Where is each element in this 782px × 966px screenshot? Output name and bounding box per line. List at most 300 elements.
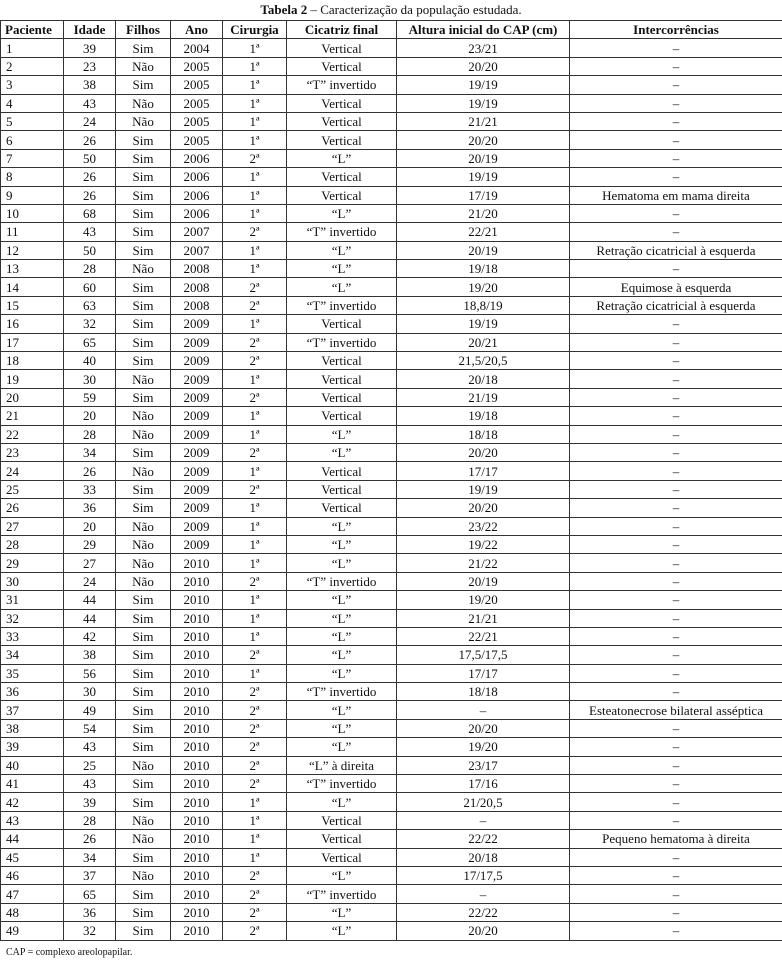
cell-altura-inicial: 19/22 bbox=[397, 535, 570, 553]
cell-cicatriz-final: “T” invertido bbox=[287, 76, 397, 94]
cell-paciente: 14 bbox=[1, 278, 64, 296]
cell-cicatriz-final: “L” bbox=[287, 701, 397, 719]
cell-intercorrencias: – bbox=[570, 811, 782, 829]
cell-intercorrencias: Retração cicatricial à esquerda bbox=[570, 296, 782, 314]
cell-paciente: 17 bbox=[1, 333, 64, 351]
cell-cicatriz-final: “L” bbox=[287, 425, 397, 443]
cell-cicatriz-final: Vertical bbox=[287, 388, 397, 406]
cell-paciente: 20 bbox=[1, 388, 64, 406]
cell-altura-inicial: 22/22 bbox=[397, 830, 570, 848]
cell-cicatriz-final: Vertical bbox=[287, 480, 397, 498]
cell-ano: 2010 bbox=[171, 848, 223, 866]
cell-intercorrencias: Pequeno hematoma à direita bbox=[570, 830, 782, 848]
cell-altura-inicial: 21/20 bbox=[397, 204, 570, 222]
cell-ano: 2010 bbox=[171, 756, 223, 774]
cell-ano: 2010 bbox=[171, 664, 223, 682]
cell-filhos: Sim bbox=[116, 922, 171, 940]
cell-paciente: 30 bbox=[1, 572, 64, 590]
cell-idade: 68 bbox=[64, 204, 116, 222]
cell-cirurgia: 2ª bbox=[223, 922, 287, 940]
cell-ano: 2006 bbox=[171, 149, 223, 167]
cell-idade: 28 bbox=[64, 425, 116, 443]
patient-table bbox=[0, 20, 782, 941]
cell-cirurgia: 1ª bbox=[223, 94, 287, 112]
cell-intercorrencias: – bbox=[570, 480, 782, 498]
cell-cirurgia: 1ª bbox=[223, 112, 287, 130]
cell-idade: 20 bbox=[64, 517, 116, 535]
table-row bbox=[1, 535, 782, 553]
cell-filhos: Sim bbox=[116, 627, 171, 645]
table-row bbox=[1, 627, 782, 645]
cell-ano: 2010 bbox=[171, 719, 223, 737]
cell-cirurgia: 2ª bbox=[223, 646, 287, 664]
cell-idade: 60 bbox=[64, 278, 116, 296]
cell-cicatriz-final: “L” bbox=[287, 922, 397, 940]
cell-cirurgia: 1ª bbox=[223, 848, 287, 866]
cell-altura-inicial: 21/21 bbox=[397, 609, 570, 627]
cell-intercorrencias: Equimose à esquerda bbox=[570, 278, 782, 296]
cell-paciente: 28 bbox=[1, 535, 64, 553]
column-header-filhos: Filhos bbox=[116, 21, 171, 39]
cell-altura-inicial: 21/22 bbox=[397, 554, 570, 572]
cell-idade: 42 bbox=[64, 627, 116, 645]
table-row bbox=[1, 462, 782, 480]
cell-paciente: 9 bbox=[1, 186, 64, 204]
cell-cicatriz-final: “L” bbox=[287, 278, 397, 296]
cell-altura-inicial: 17/17,5 bbox=[397, 866, 570, 884]
cell-filhos: Sim bbox=[116, 352, 171, 370]
table-row bbox=[1, 756, 782, 774]
cell-intercorrencias: – bbox=[570, 425, 782, 443]
table-row bbox=[1, 480, 782, 498]
cell-cicatriz-final: “L” bbox=[287, 554, 397, 572]
table-row bbox=[1, 278, 782, 296]
cell-ano: 2005 bbox=[171, 76, 223, 94]
cell-cirurgia: 2ª bbox=[223, 388, 287, 406]
cell-filhos: Sim bbox=[116, 149, 171, 167]
cell-filhos: Não bbox=[116, 517, 171, 535]
table-row bbox=[1, 260, 782, 278]
column-header-paciente: Paciente bbox=[1, 21, 64, 39]
cell-cirurgia: 2ª bbox=[223, 756, 287, 774]
cell-altura-inicial: 21/20,5 bbox=[397, 793, 570, 811]
cell-altura-inicial: 20/20 bbox=[397, 499, 570, 517]
cell-intercorrencias: – bbox=[570, 407, 782, 425]
cell-idade: 65 bbox=[64, 333, 116, 351]
cell-cirurgia: 1ª bbox=[223, 57, 287, 75]
cell-intercorrencias: – bbox=[570, 149, 782, 167]
cell-intercorrencias: – bbox=[570, 627, 782, 645]
cell-altura-inicial: 21/21 bbox=[397, 112, 570, 130]
cell-paciente: 23 bbox=[1, 443, 64, 461]
cell-idade: 59 bbox=[64, 388, 116, 406]
cell-intercorrencias: – bbox=[570, 333, 782, 351]
cell-paciente: 13 bbox=[1, 260, 64, 278]
table-row bbox=[1, 866, 782, 884]
cell-cirurgia: 1ª bbox=[223, 554, 287, 572]
table-row bbox=[1, 112, 782, 130]
cell-filhos: Não bbox=[116, 811, 171, 829]
table-row bbox=[1, 94, 782, 112]
table-row bbox=[1, 407, 782, 425]
cell-idade: 32 bbox=[64, 922, 116, 940]
table-header-row bbox=[1, 21, 782, 39]
cell-cicatriz-final: “L” bbox=[287, 609, 397, 627]
cell-idade: 26 bbox=[64, 830, 116, 848]
cell-cirurgia: 1ª bbox=[223, 811, 287, 829]
cell-cicatriz-final: “L” bbox=[287, 591, 397, 609]
cell-idade: 24 bbox=[64, 572, 116, 590]
cell-altura-inicial: 19/19 bbox=[397, 168, 570, 186]
table-row bbox=[1, 517, 782, 535]
cell-ano: 2005 bbox=[171, 131, 223, 149]
table-row bbox=[1, 352, 782, 370]
table-row bbox=[1, 388, 782, 406]
cell-cirurgia: 2ª bbox=[223, 278, 287, 296]
cell-altura-inicial: 18/18 bbox=[397, 425, 570, 443]
table-footnote: CAP = complexo areolopapilar. bbox=[6, 947, 133, 958]
cell-idade: 26 bbox=[64, 131, 116, 149]
table-row bbox=[1, 204, 782, 222]
table-row bbox=[1, 554, 782, 572]
cell-ano: 2009 bbox=[171, 462, 223, 480]
cell-cicatriz-final: “L” bbox=[287, 738, 397, 756]
cell-filhos: Sim bbox=[116, 131, 171, 149]
cell-intercorrencias: – bbox=[570, 443, 782, 461]
cell-paciente: 33 bbox=[1, 627, 64, 645]
cell-intercorrencias: – bbox=[570, 39, 782, 57]
cell-paciente: 6 bbox=[1, 131, 64, 149]
cell-intercorrencias: – bbox=[570, 168, 782, 186]
cell-cicatriz-final: “T” invertido bbox=[287, 775, 397, 793]
cell-paciente: 48 bbox=[1, 903, 64, 921]
cell-intercorrencias: – bbox=[570, 112, 782, 130]
cell-cicatriz-final: Vertical bbox=[287, 811, 397, 829]
cell-idade: 26 bbox=[64, 168, 116, 186]
cell-ano: 2009 bbox=[171, 535, 223, 553]
cell-cirurgia: 2ª bbox=[223, 572, 287, 590]
cell-filhos: Sim bbox=[116, 903, 171, 921]
cell-ano: 2010 bbox=[171, 922, 223, 940]
cell-ano: 2005 bbox=[171, 94, 223, 112]
cell-idade: 34 bbox=[64, 443, 116, 461]
cell-altura-inicial: 20/20 bbox=[397, 922, 570, 940]
cell-cirurgia: 1ª bbox=[223, 499, 287, 517]
cell-ano: 2009 bbox=[171, 352, 223, 370]
cell-cicatriz-final: “L” bbox=[287, 719, 397, 737]
cell-idade: 26 bbox=[64, 462, 116, 480]
cell-cicatriz-final: Vertical bbox=[287, 168, 397, 186]
cell-cirurgia: 1ª bbox=[223, 664, 287, 682]
cell-altura-inicial: 20/19 bbox=[397, 241, 570, 259]
cell-idade: 38 bbox=[64, 646, 116, 664]
cell-filhos: Sim bbox=[116, 775, 171, 793]
cell-ano: 2010 bbox=[171, 591, 223, 609]
cell-ano: 2010 bbox=[171, 627, 223, 645]
cell-cicatriz-final: “L” bbox=[287, 866, 397, 884]
cell-idade: 54 bbox=[64, 719, 116, 737]
cell-cirurgia: 1ª bbox=[223, 39, 287, 57]
cell-intercorrencias: – bbox=[570, 848, 782, 866]
cell-cicatriz-final: “L” bbox=[287, 517, 397, 535]
table-row bbox=[1, 499, 782, 517]
cell-cirurgia: 2ª bbox=[223, 866, 287, 884]
cell-cirurgia: 1ª bbox=[223, 370, 287, 388]
cell-paciente: 47 bbox=[1, 885, 64, 903]
table-row bbox=[1, 664, 782, 682]
cell-ano: 2010 bbox=[171, 811, 223, 829]
cell-filhos: Sim bbox=[116, 683, 171, 701]
table-row bbox=[1, 315, 782, 333]
cell-cirurgia: 1ª bbox=[223, 186, 287, 204]
cell-filhos: Sim bbox=[116, 480, 171, 498]
cell-idade: 43 bbox=[64, 738, 116, 756]
cell-ano: 2006 bbox=[171, 168, 223, 186]
cell-filhos: Sim bbox=[116, 443, 171, 461]
cell-ano: 2010 bbox=[171, 609, 223, 627]
cell-altura-inicial: 17/17 bbox=[397, 664, 570, 682]
cell-paciente: 36 bbox=[1, 683, 64, 701]
cell-cicatriz-final: Vertical bbox=[287, 315, 397, 333]
cell-altura-inicial: – bbox=[397, 885, 570, 903]
cell-ano: 2004 bbox=[171, 39, 223, 57]
cell-cicatriz-final: “L” à direita bbox=[287, 756, 397, 774]
cell-altura-inicial: 20/20 bbox=[397, 131, 570, 149]
cell-intercorrencias: – bbox=[570, 664, 782, 682]
cell-intercorrencias: – bbox=[570, 535, 782, 553]
cell-altura-inicial: 23/22 bbox=[397, 517, 570, 535]
cell-paciente: 46 bbox=[1, 866, 64, 884]
table-row bbox=[1, 443, 782, 461]
cell-idade: 25 bbox=[64, 756, 116, 774]
table-row bbox=[1, 719, 782, 737]
cell-filhos: Sim bbox=[116, 719, 171, 737]
cell-intercorrencias: – bbox=[570, 646, 782, 664]
cell-idade: 36 bbox=[64, 499, 116, 517]
cell-idade: 49 bbox=[64, 701, 116, 719]
cell-cicatriz-final: “L” bbox=[287, 627, 397, 645]
cell-paciente: 8 bbox=[1, 168, 64, 186]
cell-intercorrencias: – bbox=[570, 572, 782, 590]
cell-cirurgia: 1ª bbox=[223, 627, 287, 645]
table-row bbox=[1, 701, 782, 719]
cell-altura-inicial: 17,5/17,5 bbox=[397, 646, 570, 664]
table-row bbox=[1, 333, 782, 351]
cell-ano: 2010 bbox=[171, 885, 223, 903]
cell-ano: 2009 bbox=[171, 443, 223, 461]
cell-cicatriz-final: “T” invertido bbox=[287, 683, 397, 701]
cell-cirurgia: 1ª bbox=[223, 315, 287, 333]
cell-filhos: Sim bbox=[116, 388, 171, 406]
cell-cirurgia: 1ª bbox=[223, 609, 287, 627]
cell-paciente: 40 bbox=[1, 756, 64, 774]
cell-intercorrencias: Retração cicatricial à esquerda bbox=[570, 241, 782, 259]
column-header-cicatriz-final: Cicatriz final bbox=[287, 21, 397, 39]
cell-paciente: 45 bbox=[1, 848, 64, 866]
cell-cicatriz-final: “L” bbox=[287, 664, 397, 682]
cell-cirurgia: 2ª bbox=[223, 903, 287, 921]
cell-cicatriz-final: “T” invertido bbox=[287, 572, 397, 590]
cell-paciente: 35 bbox=[1, 664, 64, 682]
table-row bbox=[1, 793, 782, 811]
cell-filhos: Sim bbox=[116, 591, 171, 609]
cell-paciente: 5 bbox=[1, 112, 64, 130]
cell-cirurgia: 1ª bbox=[223, 517, 287, 535]
cell-altura-inicial: 22/22 bbox=[397, 903, 570, 921]
cell-ano: 2008 bbox=[171, 260, 223, 278]
cell-filhos: Não bbox=[116, 572, 171, 590]
cell-paciente: 29 bbox=[1, 554, 64, 572]
cell-intercorrencias: – bbox=[570, 462, 782, 480]
table-row bbox=[1, 830, 782, 848]
table-row bbox=[1, 885, 782, 903]
cell-filhos: Sim bbox=[116, 241, 171, 259]
table-caption-label: Tabela 2 bbox=[260, 2, 308, 17]
cell-intercorrencias: Hematoma em mama direita bbox=[570, 186, 782, 204]
cell-altura-inicial: 18/18 bbox=[397, 683, 570, 701]
cell-idade: 33 bbox=[64, 480, 116, 498]
cell-ano: 2006 bbox=[171, 204, 223, 222]
cell-ano: 2006 bbox=[171, 186, 223, 204]
cell-filhos: Não bbox=[116, 370, 171, 388]
cell-filhos: Sim bbox=[116, 609, 171, 627]
cell-cicatriz-final: Vertical bbox=[287, 830, 397, 848]
cell-cirurgia: 2ª bbox=[223, 352, 287, 370]
cell-ano: 2010 bbox=[171, 683, 223, 701]
table-row bbox=[1, 168, 782, 186]
cell-filhos: Sim bbox=[116, 168, 171, 186]
cell-idade: 56 bbox=[64, 664, 116, 682]
cell-cicatriz-final: “T” invertido bbox=[287, 296, 397, 314]
cell-idade: 32 bbox=[64, 315, 116, 333]
cell-altura-inicial: 21/19 bbox=[397, 388, 570, 406]
cell-cirurgia: 1ª bbox=[223, 407, 287, 425]
cell-cicatriz-final: “L” bbox=[287, 646, 397, 664]
cell-altura-inicial: 19/20 bbox=[397, 738, 570, 756]
table-row bbox=[1, 922, 782, 940]
column-header-altura-inicial: Altura inicial do CAP (cm) bbox=[397, 21, 570, 39]
cell-intercorrencias: – bbox=[570, 885, 782, 903]
cell-idade: 50 bbox=[64, 149, 116, 167]
cell-altura-inicial: 20/21 bbox=[397, 333, 570, 351]
cell-ano: 2009 bbox=[171, 499, 223, 517]
cell-intercorrencias: – bbox=[570, 370, 782, 388]
table-caption bbox=[0, 1, 782, 19]
cell-ano: 2010 bbox=[171, 572, 223, 590]
cell-idade: 44 bbox=[64, 591, 116, 609]
cell-cirurgia: 2ª bbox=[223, 333, 287, 351]
cell-cirurgia: 2ª bbox=[223, 775, 287, 793]
cell-paciente: 10 bbox=[1, 204, 64, 222]
cell-idade: 36 bbox=[64, 903, 116, 921]
cell-intercorrencias: – bbox=[570, 57, 782, 75]
cell-filhos: Sim bbox=[116, 848, 171, 866]
cell-filhos: Sim bbox=[116, 664, 171, 682]
cell-cirurgia: 1ª bbox=[223, 260, 287, 278]
cell-cicatriz-final: Vertical bbox=[287, 186, 397, 204]
cell-intercorrencias: – bbox=[570, 76, 782, 94]
table-caption-text: – Caracterização da população estudada. bbox=[307, 2, 522, 17]
cell-intercorrencias: – bbox=[570, 903, 782, 921]
cell-altura-inicial: 18,8/19 bbox=[397, 296, 570, 314]
cell-altura-inicial: 19/19 bbox=[397, 94, 570, 112]
cell-paciente: 19 bbox=[1, 370, 64, 388]
cell-paciente: 24 bbox=[1, 462, 64, 480]
cell-paciente: 44 bbox=[1, 830, 64, 848]
cell-ano: 2010 bbox=[171, 903, 223, 921]
cell-intercorrencias: – bbox=[570, 775, 782, 793]
cell-paciente: 32 bbox=[1, 609, 64, 627]
cell-filhos: Sim bbox=[116, 76, 171, 94]
cell-ano: 2010 bbox=[171, 554, 223, 572]
cell-paciente: 15 bbox=[1, 296, 64, 314]
table-body bbox=[1, 39, 782, 940]
cell-paciente: 1 bbox=[1, 39, 64, 57]
cell-intercorrencias: – bbox=[570, 131, 782, 149]
cell-paciente: 49 bbox=[1, 922, 64, 940]
cell-idade: 28 bbox=[64, 811, 116, 829]
cell-altura-inicial: 19/20 bbox=[397, 278, 570, 296]
cell-idade: 50 bbox=[64, 241, 116, 259]
column-header-intercorrencias: Intercorrências bbox=[570, 21, 782, 39]
table-row bbox=[1, 76, 782, 94]
cell-filhos: Não bbox=[116, 112, 171, 130]
cell-ano: 2007 bbox=[171, 241, 223, 259]
cell-filhos: Sim bbox=[116, 278, 171, 296]
cell-ano: 2009 bbox=[171, 407, 223, 425]
cell-paciente: 21 bbox=[1, 407, 64, 425]
cell-cirurgia: 1ª bbox=[223, 425, 287, 443]
cell-idade: 23 bbox=[64, 57, 116, 75]
table-row bbox=[1, 149, 782, 167]
cell-intercorrencias: – bbox=[570, 352, 782, 370]
table-row bbox=[1, 425, 782, 443]
cell-intercorrencias: – bbox=[570, 738, 782, 756]
cell-intercorrencias: – bbox=[570, 204, 782, 222]
cell-paciente: 31 bbox=[1, 591, 64, 609]
cell-cirurgia: 1ª bbox=[223, 535, 287, 553]
table-row bbox=[1, 683, 782, 701]
cell-cirurgia: 1ª bbox=[223, 204, 287, 222]
cell-altura-inicial: – bbox=[397, 701, 570, 719]
cell-filhos: Sim bbox=[116, 701, 171, 719]
cell-idade: 38 bbox=[64, 76, 116, 94]
cell-altura-inicial: 22/21 bbox=[397, 627, 570, 645]
cell-cirurgia: 2ª bbox=[223, 443, 287, 461]
cell-altura-inicial: 20/20 bbox=[397, 57, 570, 75]
cell-cirurgia: 2ª bbox=[223, 738, 287, 756]
cell-filhos: Sim bbox=[116, 186, 171, 204]
cell-idade: 40 bbox=[64, 352, 116, 370]
cell-filhos: Não bbox=[116, 462, 171, 480]
cell-cicatriz-final: “L” bbox=[287, 260, 397, 278]
cell-ano: 2010 bbox=[171, 866, 223, 884]
cell-filhos: Não bbox=[116, 554, 171, 572]
cell-intercorrencias: – bbox=[570, 388, 782, 406]
cell-filhos: Não bbox=[116, 407, 171, 425]
cell-ano: 2009 bbox=[171, 315, 223, 333]
cell-idade: 37 bbox=[64, 866, 116, 884]
cell-altura-inicial: 20/19 bbox=[397, 572, 570, 590]
cell-paciente: 16 bbox=[1, 315, 64, 333]
cell-intercorrencias: – bbox=[570, 866, 782, 884]
cell-cirurgia: 1ª bbox=[223, 168, 287, 186]
cell-idade: 27 bbox=[64, 554, 116, 572]
cell-cicatriz-final: Vertical bbox=[287, 112, 397, 130]
cell-cicatriz-final: “L” bbox=[287, 443, 397, 461]
cell-cirurgia: 2ª bbox=[223, 296, 287, 314]
cell-cicatriz-final: Vertical bbox=[287, 848, 397, 866]
